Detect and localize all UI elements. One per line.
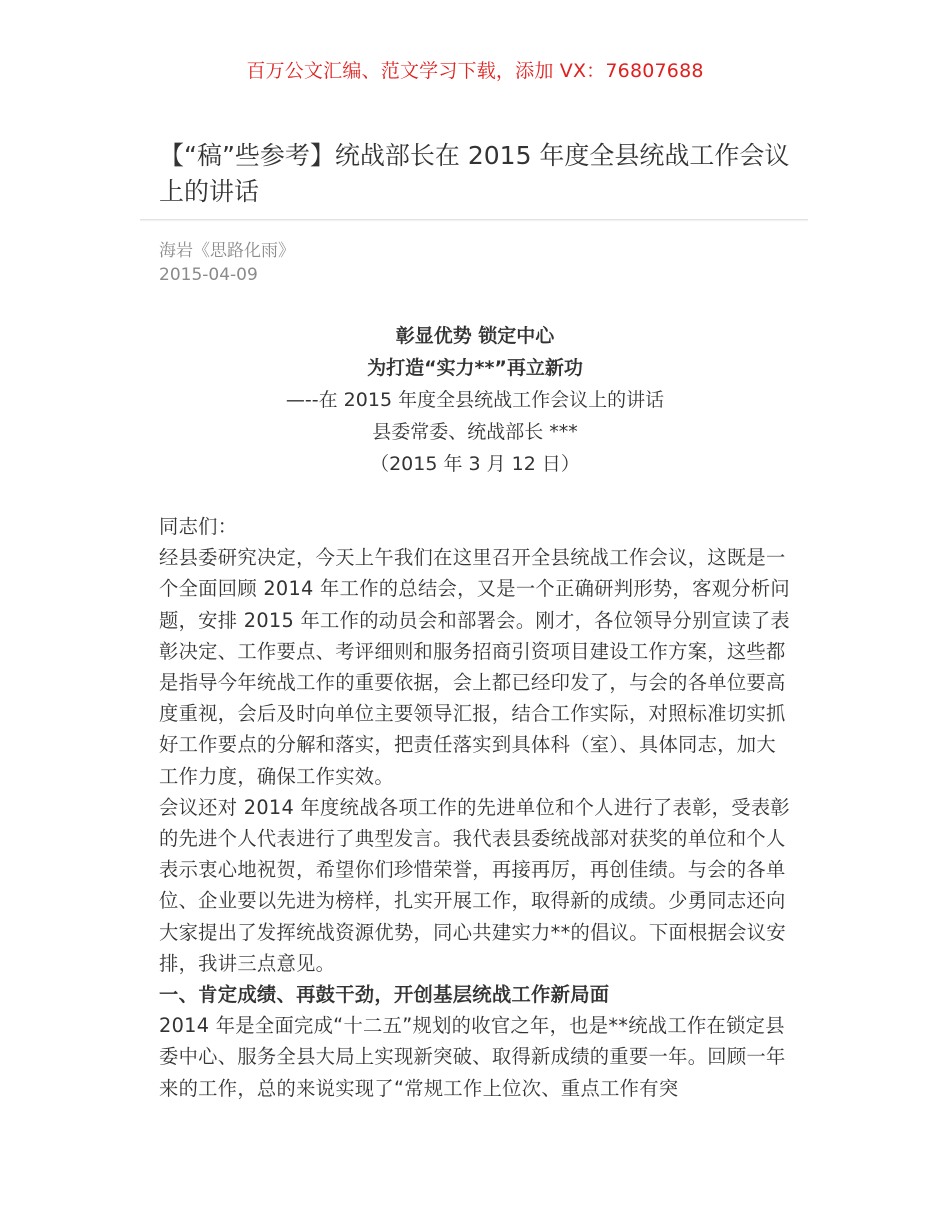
speech-date: （2015 年 3 月 12 日） xyxy=(370,453,580,475)
promo-banner: 百万公文汇编、范文学习下载，添加 VX：76807688 xyxy=(246,60,704,82)
article-meta xyxy=(159,239,295,287)
article-title: 【“稿”些参考】统战部长在 2015 年度全县统战工作会议上的讲话 xyxy=(159,141,790,206)
speech-headline-2: 为打造“实力**”再立新功 xyxy=(367,357,583,379)
article-body xyxy=(159,511,795,1104)
speech-headline-1: 彰显优势 锁定中心 xyxy=(395,325,555,347)
speech-header xyxy=(159,320,791,480)
paragraph: 经县委研究决定，今天上午我们在这里召开全县统战工作会议，这既是一个全面回顾 2014 年工作的总结会，又是一个正确研判形势，客观分析问题，安排 2015 年工作的动员会和部署会。刚才，各位领导分别宣读了表彰决定、工作要点、考评细则和服务招商引资项目建设工作方案，这些都是指导今年统战工作的重要依据，会上都已经印发了，与会的各单位要高度重视，会后及时向单位主要领导汇报，结合工作实际，对照标准切实抓好工作要点的分解和落实，把责任落实到具体科（室）、具体同志，加大工作力度，确保工作实效。 xyxy=(159,546,790,788)
article-date: 2015-04-09 xyxy=(159,265,258,285)
paragraph: 会议还对 2014 年度统战各项工作的先进单位和个人进行了表彰，受表彰的先进个人代表进行了典型发言。我代表县委统战部对获奖的单位和个人表示衷心地祝贺，希望你们珍惜荣誉，再接再厉，再创佳绩。与会的各单位、企业要以先进为榜样，扎实开展工作，取得新的成绩。少勇同志还向大家提出了发挥统战资源优势，同心共建实力**的倡议。下面根据会议安排，我讲三点意见。 xyxy=(159,795,790,975)
paragraph: 2014 年是全面完成“十二五”规划的收官之年，也是**统战工作在锁定县委中心、服务全县大局上实现新突破、取得新成绩的重要一年。回顾一年来的工作，总的来说实现了“常规工作上位次、重点工作有突 xyxy=(159,1014,786,1100)
title-divider xyxy=(140,219,808,220)
article-author: 海岩《思路化雨》 xyxy=(159,241,295,261)
section-heading: 一、肯定成绩、再鼓干劲，开创基层统战工作新局面 xyxy=(159,983,610,1007)
speech-subtitle: —--在 2015 年度全县统战工作会议上的讲话 xyxy=(285,389,665,411)
speech-speaker: 县委常委、统战部长 *** xyxy=(372,421,578,443)
greeting: 同志们： xyxy=(159,515,238,538)
